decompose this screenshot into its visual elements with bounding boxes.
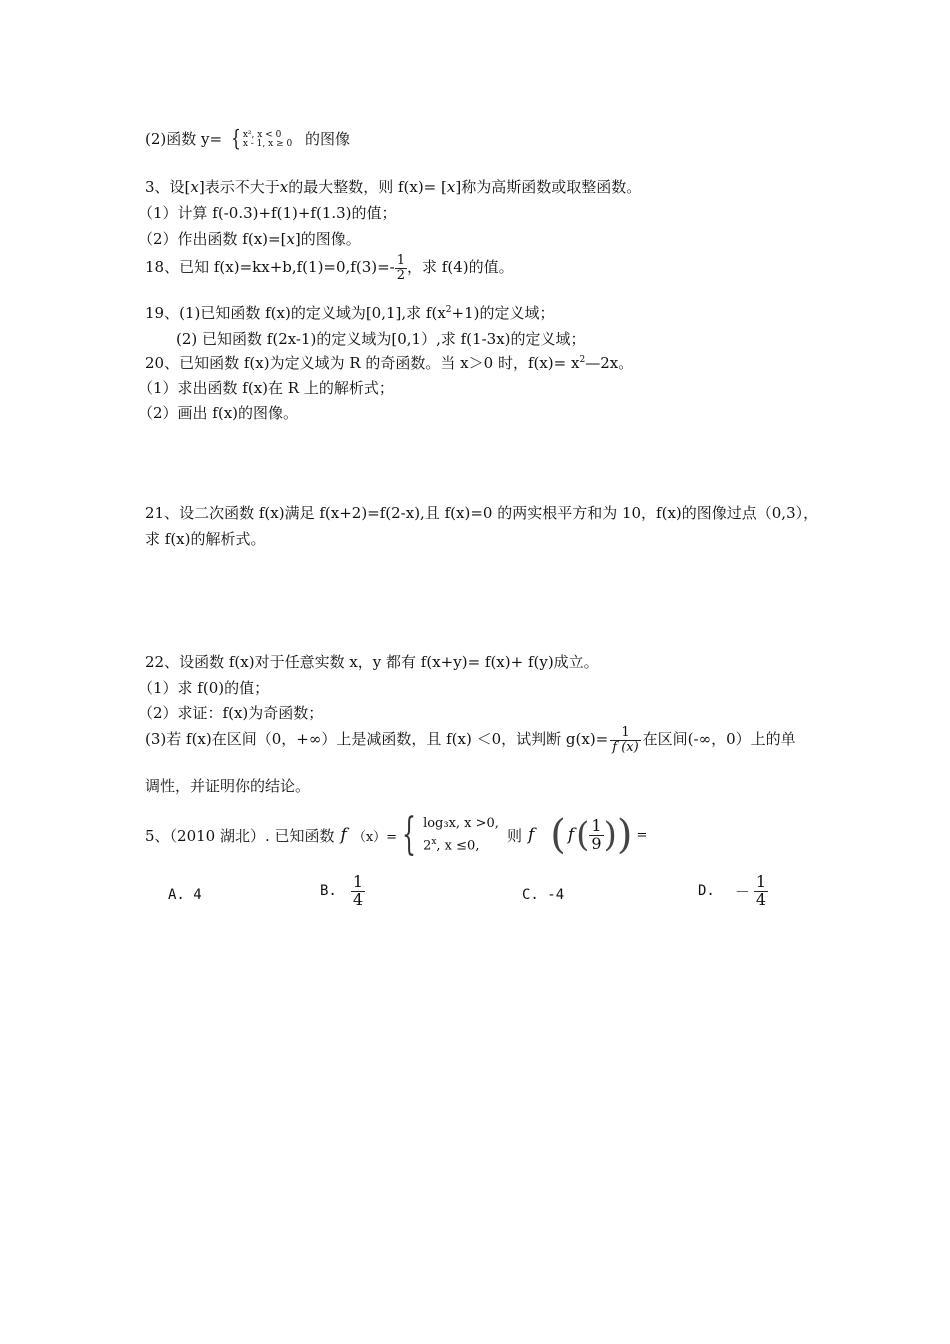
q2-graph-line — [145, 128, 350, 151]
q3-sub1: （1）计算 f(-0.3)+f(1)+f(1.3)的值； — [138, 204, 397, 222]
inner-right-paren-icon: ) — [603, 815, 617, 855]
q5-case1: log₃x, x >0, — [423, 815, 499, 831]
option-d: D. － $\frac{1}{4}$ — [698, 872, 767, 909]
option-d-fraction: $\frac{1}{4}$ — [755, 872, 767, 909]
q2-suffix: 的图像 — [304, 130, 350, 148]
left-brace-icon: { — [230, 127, 241, 152]
left-paren-icon: ( — [550, 812, 566, 858]
q3-sub2: （2）作出函数 f(x)=[x]的图像。 — [138, 230, 361, 248]
q2-piecewise — [229, 129, 292, 151]
q18-line: 18、已知 f(x)=kx+b,f(1)=0,f(3)=- $\frac{1}{2}$ ，求 f(4)的值。 — [145, 253, 514, 283]
q21-line2: 求 f(x)的解析式。 — [145, 530, 266, 548]
left-brace-icon: { — [402, 809, 417, 860]
q19-line2: (2) 已知函数 f(2x-1)的定义域为[0,1）,求 f(1-3x)的定义域； — [176, 330, 586, 348]
inner-left-paren-icon: ( — [576, 815, 590, 855]
q2-case1: x², x < 0 — [242, 129, 282, 140]
option-b: B. $\frac{1}{4}$ — [320, 872, 364, 909]
q22-line1: 22、设函数 f(x)对于任意实数 x，y 都有 f(x+y)= f(x)+ f(y)成立。 — [145, 653, 599, 671]
option-b-fraction: $\frac{1}{4}$ — [352, 872, 364, 909]
q3-line1: 3、设[x]表示不大于x的最大整数，则 f(x)= [x]称为高斯函数或取整函数。 — [145, 178, 642, 196]
q22-sub3-cont: 调性，并证明你的结论。 — [145, 777, 311, 795]
q20-line1: 20、已知函数 f(x)为定义域为 R 的奇函数。当 x＞0 时，$f(x)= x^2—2x$。 — [145, 354, 634, 372]
q18-fraction: $\frac{1}{2}$ — [396, 253, 406, 283]
q22-sub1: （1）求 f(0)的值； — [138, 679, 270, 697]
q22-sub2: （2）求证：f(x)为奇函数； — [138, 704, 324, 722]
option-a: A. 4 — [168, 887, 202, 903]
q5-inner-fraction: $\frac{1}{9}$ — [591, 815, 602, 853]
q5-case2: 2$^x$, x ≤0, — [423, 836, 480, 854]
q22-sub3: (3)若 f(x)在区间（0，+∞）上是减函数，且 f(x) ＜0，试判断 g(x)= $\frac{1}{f (x)}$ 在区间(-∞，0）上的单 — [145, 725, 796, 755]
q19-line1: 19、(1)已知函数 f(x)的定义域为[0,1],求 $f(x^2+1)$的定义域； — [145, 304, 555, 322]
right-paren-icon: ) — [616, 812, 633, 858]
q20-sub2: （2）画出 f(x)的图像。 — [138, 404, 299, 422]
q2-prefix: (2)函数 y= — [145, 130, 223, 148]
q22-fraction: $\frac{1}{f (x)}$ — [612, 725, 639, 755]
q20-sub1: （1）求出函数 f(x)在 R 上的解析式； — [138, 379, 394, 397]
option-c: C. -4 — [522, 887, 565, 903]
q5-line: 5、（2010 湖北）. 已知函数 f （x）= { log₃x, x >0, 2$^x$, x ≤0, 则 f ( f ( $\frac{1}{9}$ ) ) = — [145, 809, 648, 860]
q21-line1: 21、设二次函数 f(x)满足 f(x+2)=f(2-x),且 f(x)=0 的两实根平方和为 10，f(x)的图像过点（0,3）， — [145, 504, 819, 522]
q2-case2: x - 1, x ≥ 0 — [242, 139, 293, 149]
q5-piecewise — [423, 813, 499, 858]
